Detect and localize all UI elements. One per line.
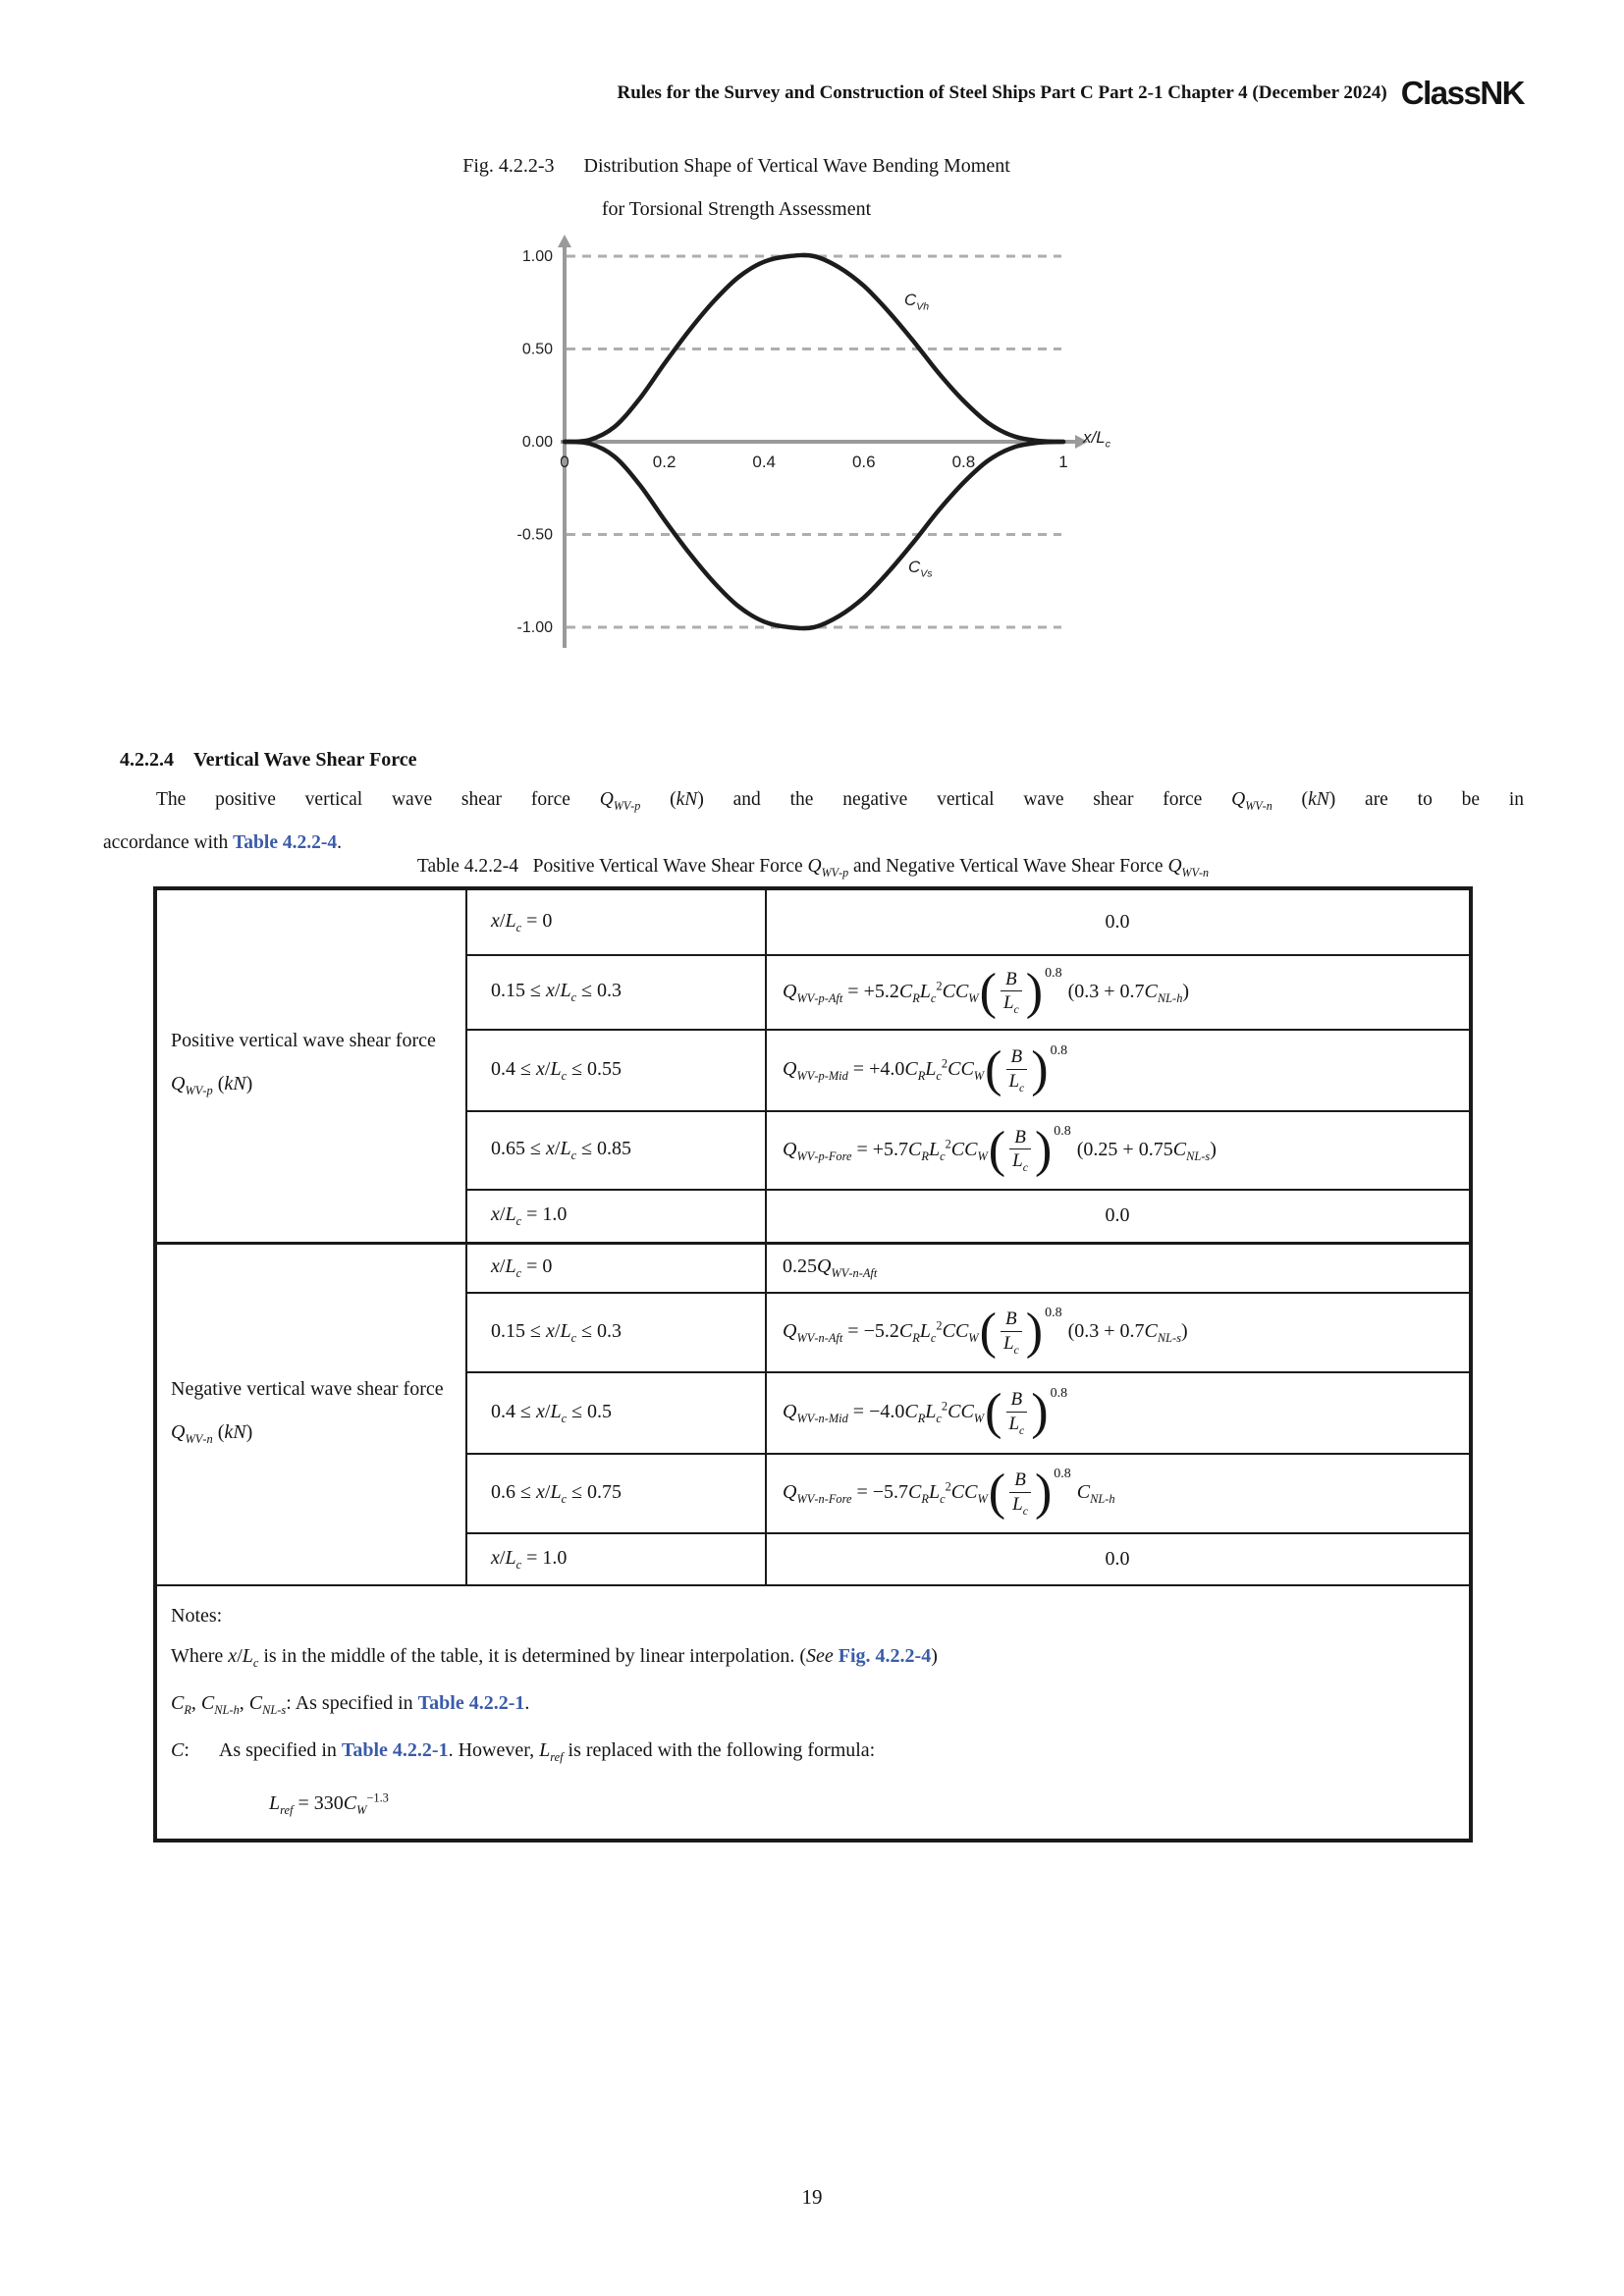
svg-text:0.2: 0.2 [652, 453, 677, 471]
notes-line: $C_R$, $C_{NL-h}$, $C_{NL-s}$: As specified in Table 4.2.2-1. [171, 1692, 530, 1717]
formula-cell: $Q_{WV-n-Aft} = -5.2C_RL_c^2CC_W$ ( $\frac{B}{L_c}$ ) $^{0.8}$ $(0.3 + 0.7C_{NL-s})$ [766, 1293, 1471, 1372]
formula-cell: $Q_{WV-p-Fore} = +5.7C_RL_c^2CC_W$ ( $\frac{B}{L_c}$ ) $^{0.8}$ $(0.25 + 0.75C_{NL-s})$ [766, 1111, 1471, 1190]
formula-cell: 0.0 [766, 888, 1471, 955]
formula-cell: 0.0 [766, 1190, 1471, 1243]
x-axis-label: $x/L_c$ [1083, 428, 1110, 451]
svg-text:0.00: 0.00 [521, 434, 553, 451]
condition-cell: $x/L_c = 0$ [466, 888, 766, 955]
condition-cell: $x/L_c = 0$ [466, 1243, 766, 1293]
svg-text:0.6: 0.6 [851, 453, 876, 471]
header-title: Rules for the Survey and Construction of Steel Ships Part C Part 2-1 Chapter 4 (December 2024) [617, 81, 1387, 103]
condition-cell: $0.15 \le x/L_c \le 0.3$ [466, 955, 766, 1030]
notes-line: C: As specified in Table 4.2.2-1. However, $L_{ref}$ is replaced with the following formula: [171, 1739, 876, 1764]
svg-text:-0.50: -0.50 [516, 526, 553, 544]
cross-reference-link[interactable]: Fig. 4.2.2-4 [838, 1645, 932, 1667]
formula-cell: $Q_{WV-n-Fore} = -5.7C_RL_c^2CC_W$ ( $\frac{B}{L_c}$ ) $^{0.8}$ $C_{NL-h}$ [766, 1454, 1471, 1533]
svg-text:0: 0 [560, 453, 569, 471]
section-number: 4.2.2.4 [120, 749, 174, 771]
table-row [155, 1243, 1471, 1293]
condition-cell: $0.4 \le x/L_c \le 0.5$ [466, 1372, 766, 1454]
formula-cell: $Q_{WV-n-Mid} = -4.0C_RL_c^2CC_W$ ( $\frac{B}{L_c}$ ) $^{0.8}$ [766, 1372, 1471, 1454]
series-label-cvs: $C_{Vs}$ [908, 558, 933, 580]
svg-text:0.50: 0.50 [521, 341, 553, 358]
cross-reference-link[interactable]: Table 4.2.2-1 [341, 1739, 449, 1761]
cross-reference-link[interactable]: Table 4.2.2-1 [417, 1692, 525, 1714]
page-number: 19 [801, 2185, 823, 2209]
condition-cell: $x/L_c = 1.0$ [466, 1533, 766, 1585]
figure-caption-line1 [324, 155, 1149, 178]
svg-text:0.4: 0.4 [752, 453, 777, 471]
notes-formula: $L_{ref} = 330C_W^{-1.3}$ [269, 1790, 389, 1817]
condition-cell: $0.6 \le x/L_c \le 0.75$ [466, 1454, 766, 1533]
formula-cell: $0.25Q_{WV-n-Aft}$ [766, 1243, 1471, 1293]
body-paragraph-line2: accordance with Table 4.2.2-4. [103, 832, 342, 853]
condition-cell: $0.65 \le x/L_c \le 0.85$ [466, 1111, 766, 1190]
svg-text:1.00: 1.00 [521, 248, 553, 265]
formula-cell: 0.0 [766, 1533, 1471, 1585]
notes-heading: Notes: [171, 1605, 223, 1627]
condition-cell: $x/L_c = 1.0$ [466, 1190, 766, 1243]
shear-force-table [153, 886, 1473, 1842]
cross-reference-link[interactable]: Table 4.2.2-4 [233, 832, 338, 853]
formula-cell: $Q_{WV-p-Mid} = +4.0C_RL_c^2CC_W$ ( $\frac{B}{L_c}$ ) $^{0.8}$ [766, 1030, 1471, 1111]
table-title: Table 4.2.2-4 Positive Vertical Wave Shear Force $Q_{WV-p}$ and Negative Vertical Wave Shear Force $Q_{WV-n}$ [416, 856, 1210, 880]
chart-canvas [476, 234, 1124, 670]
group-label-negative: Negative vertical wave shear force $Q_{WV-n}$ (kN) [155, 1243, 466, 1585]
classnk-logo: ClassNK [1400, 75, 1524, 111]
formula-cell: $Q_{WV-p-Aft} = +5.2C_RL_c^2CC_W$ ( $\frac{B}{L_c}$ ) $^{0.8}$ $(0.3 + 0.7C_{NL-h})$ [766, 955, 1471, 1030]
notes-row [155, 1585, 1471, 1841]
svg-text:0.8: 0.8 [951, 453, 976, 471]
series-label-cvh: $C_{Vh}$ [904, 291, 930, 313]
notes-line: Where $x/L_c$ is in the middle of the table, it is determined by linear interpolation. (See Fig. 4.2.2-4) [171, 1645, 938, 1670]
notes-cell [155, 1585, 1471, 1841]
figure-chart [476, 234, 1124, 670]
group-label-positive: Positive vertical wave shear force $Q_{WV-p}$ (kN) [155, 888, 466, 1243]
section-title: Vertical Wave Shear Force [193, 749, 417, 771]
page-header [0, 77, 1524, 109]
table-row [155, 888, 1471, 955]
condition-cell: $0.15 \le x/L_c \le 0.3$ [466, 1293, 766, 1372]
figure-title-line1: Distribution Shape of Vertical Wave Bending Moment [583, 155, 1010, 177]
body-paragraph-line1: The positive vertical wave shear force $Q_{WV-p}$ (kN) and the negative vertical wave shear force $Q_{WV-n}$ (kN) are to be in [156, 789, 1525, 813]
svg-text:1: 1 [1058, 453, 1068, 471]
figure-caption-line2: for Torsional Strength Assessment [601, 198, 872, 220]
figure-label: Fig. 4.2.2-3 [462, 155, 555, 177]
section-heading [120, 749, 417, 772]
condition-cell: $0.4 \le x/L_c \le 0.55$ [466, 1030, 766, 1111]
svg-text:-1.00: -1.00 [516, 619, 553, 636]
